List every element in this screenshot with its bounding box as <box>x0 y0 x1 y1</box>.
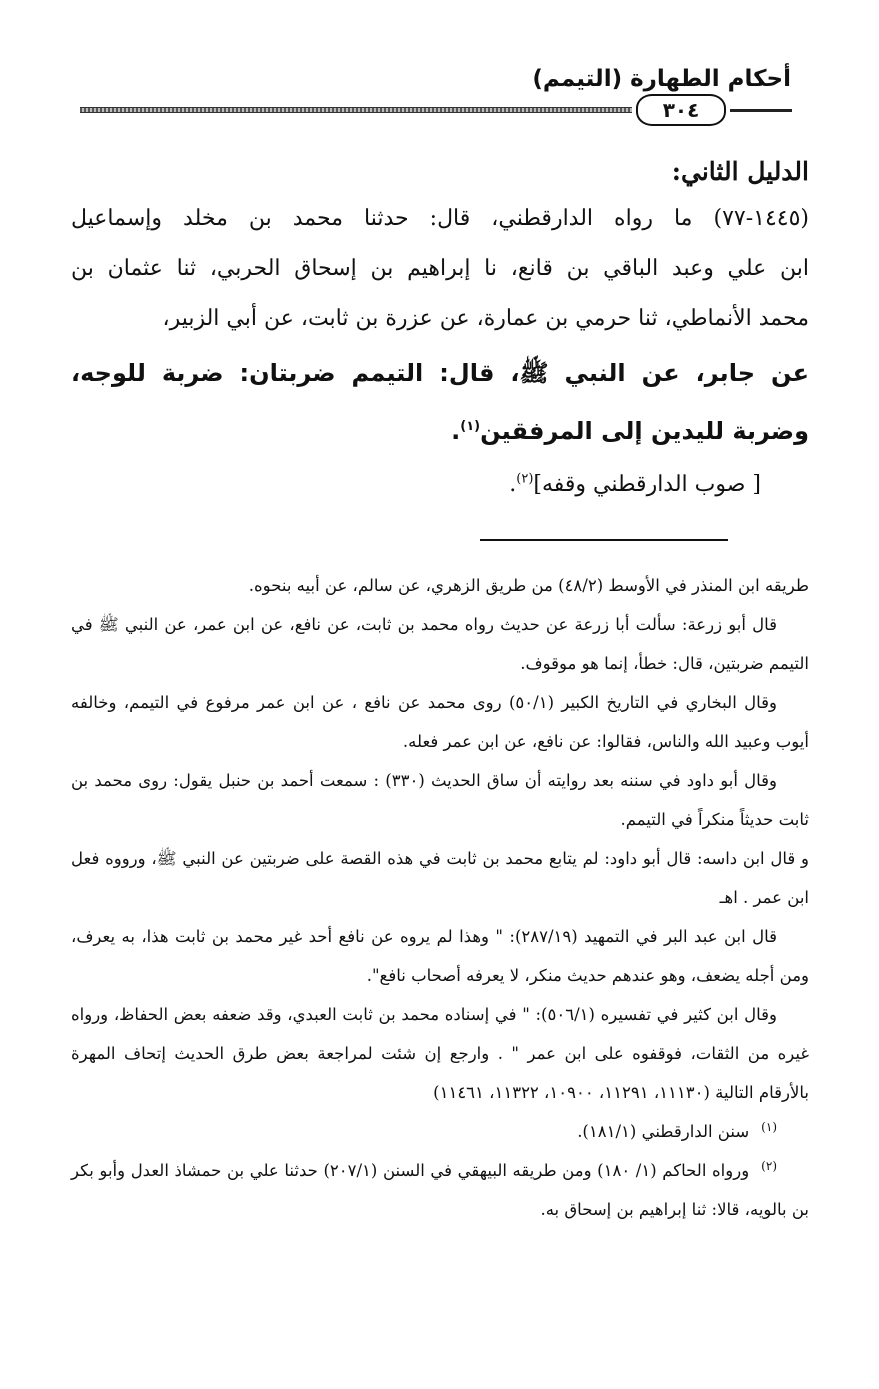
hadith-matn <box>71 344 809 460</box>
footnote-ref: (١) <box>460 419 481 434</box>
footnote-paragraph: وقال البخاري في التاريخ الكبير (٥٠/١) روى محمد عن نافع ، عن ابن عمر مرفوع في التيمم، وخالفه أيوب وعبيد الله والناس، فقالوا: عن نافع، عن ابن عمر فعله. <box>71 693 809 751</box>
footnote-paragraph: وقال ابن كثير في تفسيره (٥٠٦/١): " في إسناده محمد بن ثابت العبدي، وقد ضعفه بعض الحفاظ، ورواه غيره من الثقات، فوقفوه على ابن عمر " . وارجع إن شئت لمراجعة بعض طرق الحديث إتحاف المهرة بالأرقام التالية (١١١٣٠، ١١٢٩١، ١٠٩٠٠، ١١٣٢٢، ١١٤٦١) <box>71 1005 809 1102</box>
footnote-paragraph: وقال أبو داود في سننه بعد روايته أن ساق الحديث (٣٣٠) : سمعت أحمد بن حنبل يقول: روى محمد بن ثابت حديثاً منكراً في التيمم. <box>71 771 809 829</box>
running-title: أحكام الطهارة (التيمم) <box>532 66 791 92</box>
section-heading: الدليل الثاني: <box>671 157 809 186</box>
header-rule-right <box>730 109 792 112</box>
matn-text: عن جابر، عن النبي ﷺ، قال: التيمم ضربتان: ضربة للوجه، وضربة لليدين إلى المرفقين <box>71 359 809 445</box>
footnote-paragraph: و قال ابن داسه: قال أبو داود: لم يتابع محمد بن ثابت في هذه القصة على ضربتين عن النبي ﷺ، ورووه فعل ابن عمر . اهـ <box>71 849 809 907</box>
header-rule <box>80 98 792 122</box>
footnote-marker: (٢) <box>761 1158 777 1173</box>
header-rule-left <box>80 107 632 113</box>
verdict-end: . <box>509 472 517 497</box>
footnotes <box>71 566 809 1229</box>
footnote-separator <box>480 539 728 541</box>
footnote-ref: (٢) <box>516 471 534 487</box>
verdict <box>71 460 809 510</box>
isnad-line: محمد الأنماطي، ثنا حرمي بن عمارة، عن عزرة بن ثابت، عن أبي الزبير، <box>162 306 809 331</box>
footnote-paragraph: قال ابن عبد البر في التمهيد (٢٨٧/١٩): " وهذا لم يروه عن نافع أحد غير محمد بن ثابت هذا، به يعرف، ومن أجله يضعف، وهو عندهم حديث منكر، لا يعرفه أصحاب نافع". <box>71 927 809 985</box>
footnote-text: ورواه الحاكم (١/ ١٨٠) ومن طريقه البيهقي في السنن (٢٠٧/١) حدثنا علي بن حمشاذ العدل وأبو بكر بن بالويه، قالا: ثنا إبراهيم بن إسحاق به. <box>71 1161 809 1219</box>
isnad-line: (١٤٤٥-٧٧) ما رواه الدارقطني، قال: حدثنا محمد بن مخلد وإسماعيل <box>71 206 809 231</box>
page-number: ٣٠٤ <box>636 94 726 126</box>
footnote-marker: (١) <box>761 1119 777 1134</box>
footnote-1 <box>71 1112 809 1151</box>
isnad-line: ابن علي وعبد الباقي بن قانع، نا إبراهيم بن إسحاق الحربي، ثنا عثمان بن <box>71 256 809 281</box>
footnote-text: سنن الدارقطني (١٨١/١). <box>577 1122 750 1141</box>
main-text <box>71 150 809 510</box>
footnote-2 <box>71 1151 809 1229</box>
footnote-paragraph: طريقه ابن المنذر في الأوسط (٤٨/٢) من طريق الزهري، عن سالم، عن أبيه بنحوه. <box>248 576 809 595</box>
verdict-text: [ صوب الدارقطني وقفه] <box>533 472 761 497</box>
footnote-paragraph: قال أبو زرعة: سألت أبا زرعة عن حديث رواه محمد بن ثابت، عن نافع، عن ابن عمر، عن النبي ﷺ في التيمم ضربتين، قال: خطأ، إنما هو موقوف. <box>71 615 809 673</box>
matn-end: . <box>451 417 461 445</box>
